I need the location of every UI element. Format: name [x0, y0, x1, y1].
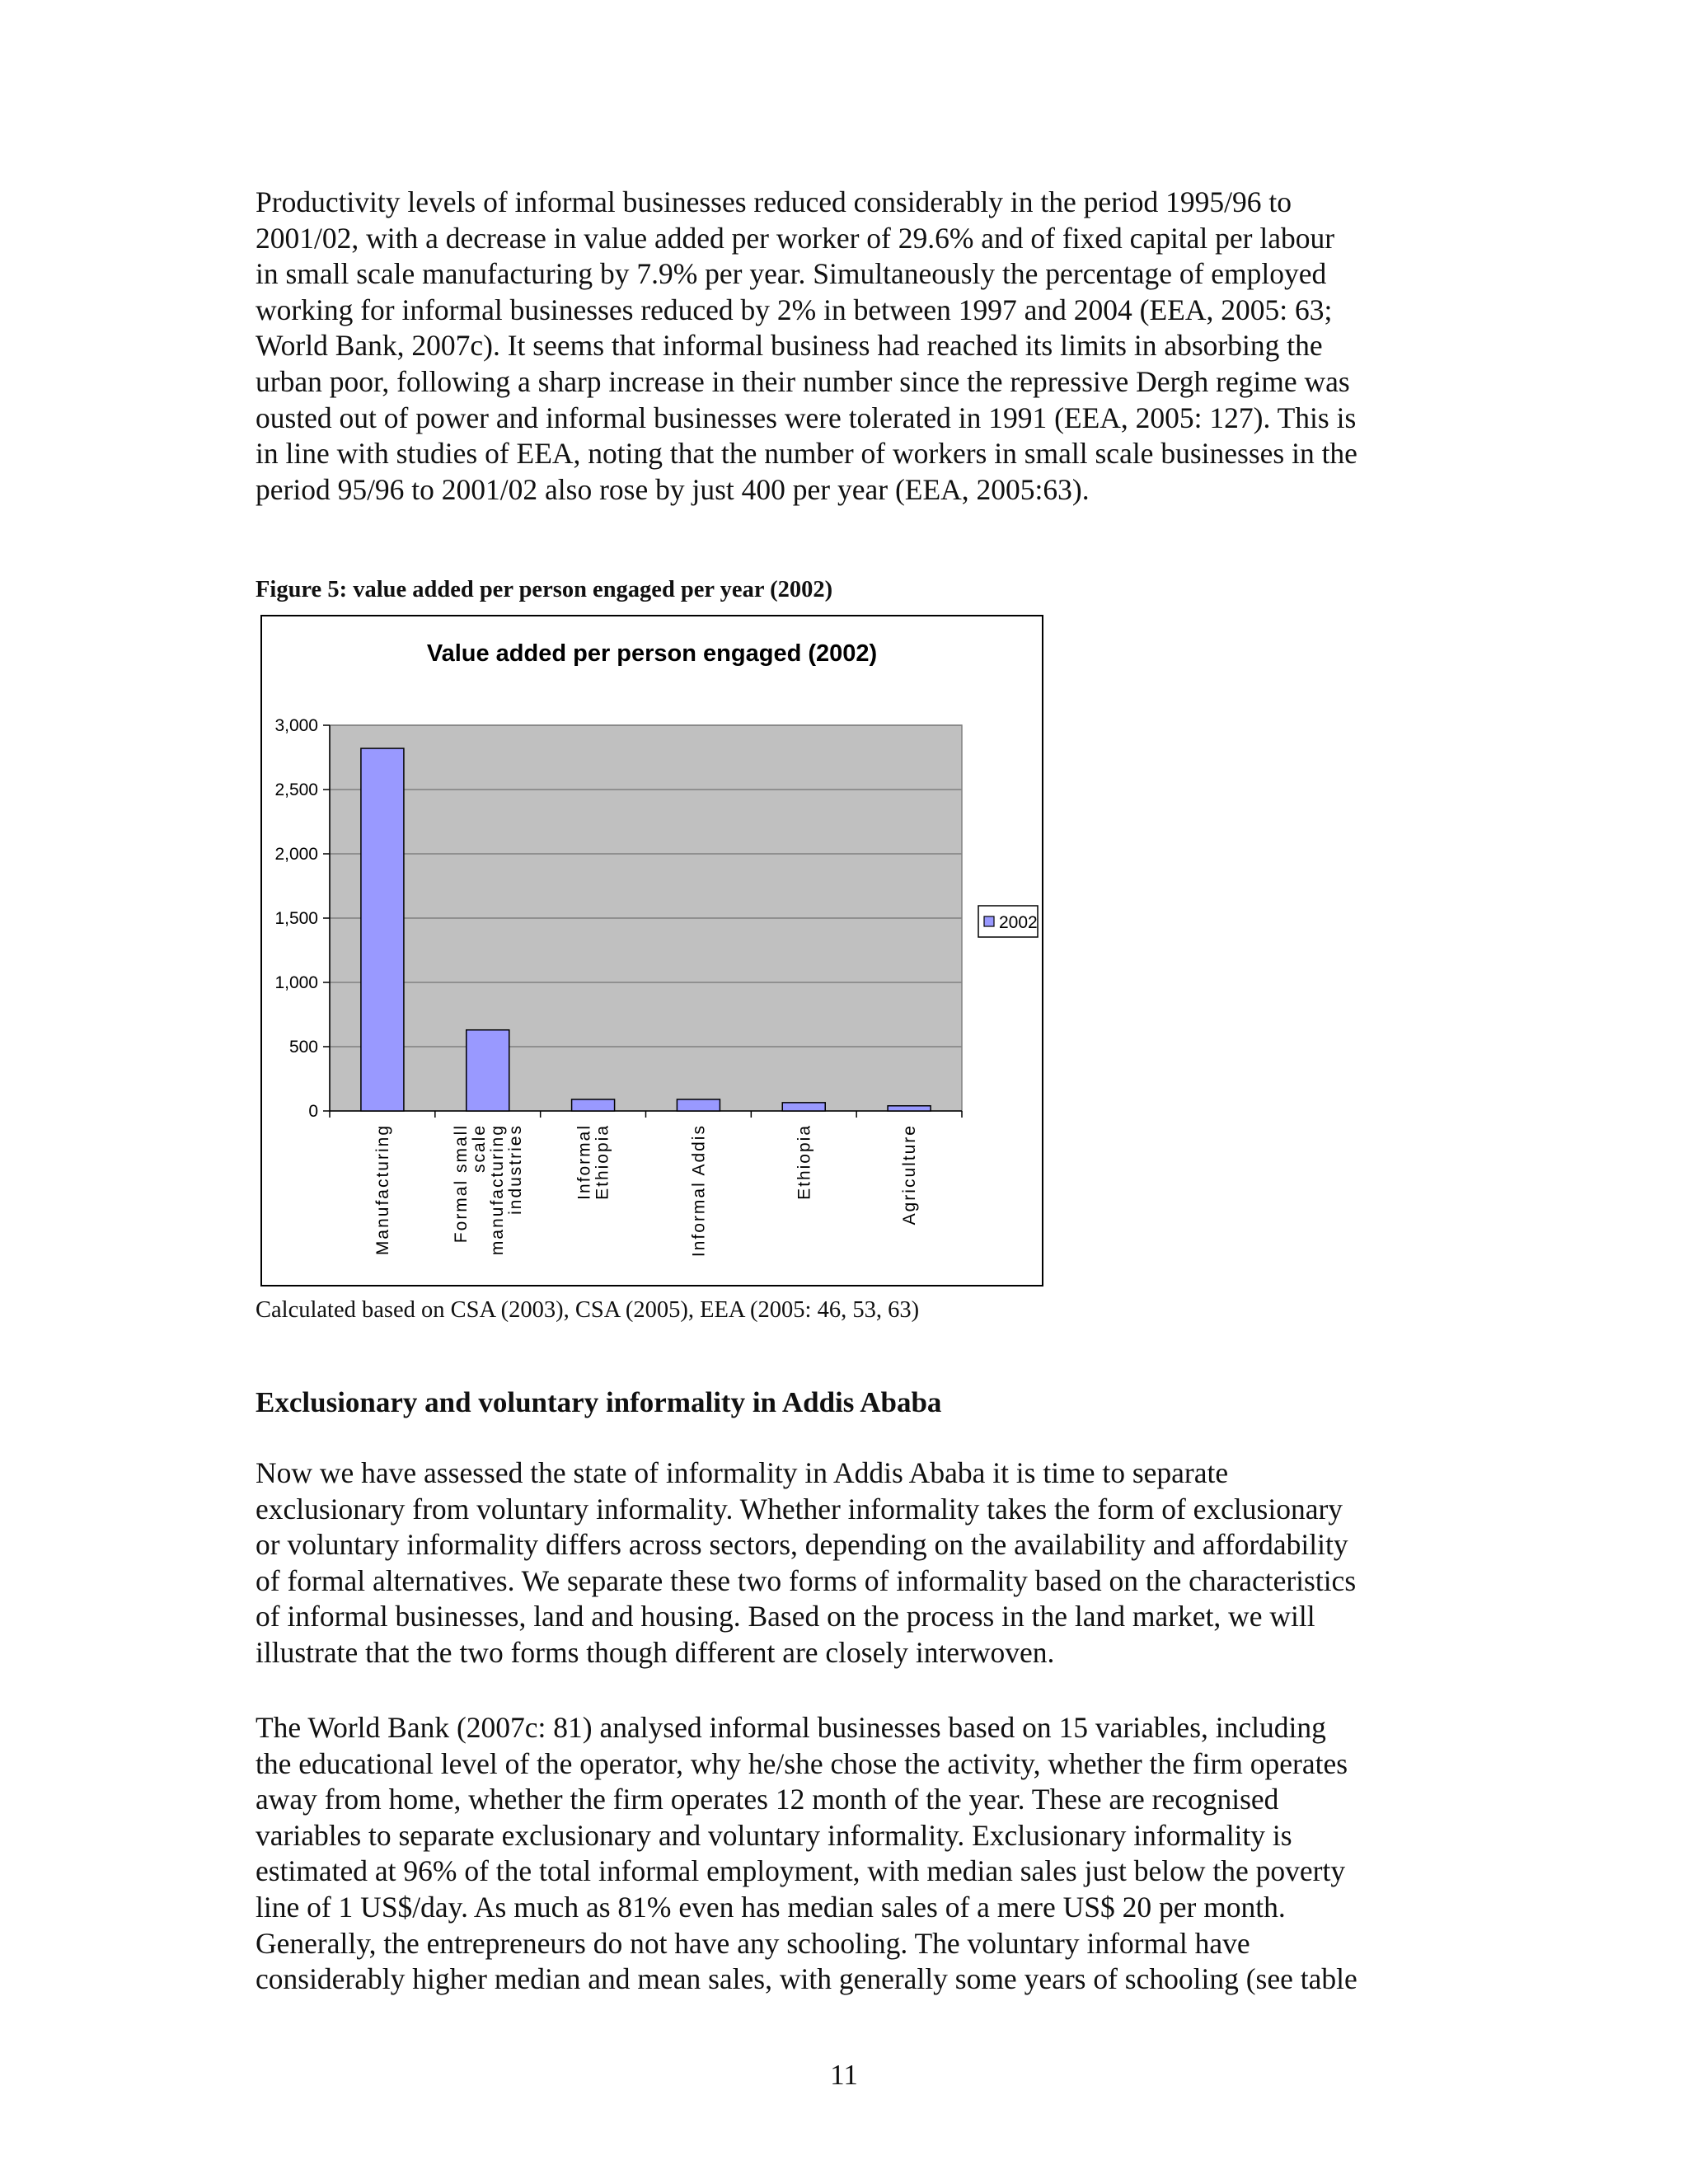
paragraph-line: considerably higher median and mean sales, with generally some years of schooling (see table — [256, 1962, 1357, 1996]
paragraph-line: or voluntary informality differs across sectors, depending on the availability and affordability — [256, 1528, 1348, 1562]
y-tick-label: 500 — [288, 1038, 318, 1057]
y-tick-label: 1,000 — [274, 973, 318, 992]
paragraph-world-bank — [256, 1710, 1451, 1998]
paragraph-line: Generally, the entrepreneurs do not have any schooling. The voluntary informal have — [256, 1926, 1250, 1960]
paragraph-line: in small scale manufacturing by 7.9% per year. Simultaneously the percentage of employed — [256, 257, 1327, 291]
paragraph-line: estimated at 96% of the total informal employment, with median sales just below the poverty — [256, 1854, 1346, 1888]
paragraph-line: ousted out of power and informal businesses were tolerated in 1991 (EEA, 2005: 127). This is — [256, 401, 1357, 434]
x-category-label: industries — [505, 1124, 525, 1215]
bar — [361, 748, 404, 1111]
paragraph-line: in line with studies of EEA, noting that the number of workers in small scale businesses in the — [256, 437, 1357, 471]
paragraph-line: variables to separate exclusionary and voluntary informality. Exclusionary informality is — [256, 1818, 1292, 1852]
bar — [467, 1030, 509, 1111]
x-category-label: Agriculture — [900, 1124, 920, 1226]
x-category-label: Manufacturing — [373, 1124, 392, 1256]
y-tick-label: 2,500 — [274, 780, 318, 799]
paragraph-line: Now we have assessed the state of informality in Addis Ababa it is time to separate — [256, 1456, 1229, 1489]
x-category-label: scale — [469, 1124, 489, 1174]
paragraph-line: of informal businesses, land and housing. Based on the process in the land market, we will — [256, 1600, 1315, 1633]
legend-label: 2002 — [999, 913, 1038, 932]
figure-caption: Figure 5: value added per person engaged per year (2002) — [256, 577, 833, 602]
paragraph-exclusionary-intro — [256, 1455, 1451, 1671]
x-category-label: manufacturing — [487, 1124, 507, 1256]
bar-chart — [260, 615, 1043, 1286]
paragraph-line: The World Bank (2007c: 81) analysed informal businesses based on 15 variables, including — [256, 1711, 1326, 1744]
x-category-label: Ethiopia — [593, 1124, 612, 1200]
y-tick-label: 1,500 — [274, 909, 318, 928]
bar — [677, 1099, 720, 1111]
figure-source-note: Calculated based on CSA (2003), CSA (2005), EEA (2005: 46, 53, 63) — [256, 1297, 920, 1323]
paragraph-line: period 95/96 to 2001/02 also rose by just 400 per year (EEA, 2005:63). — [256, 472, 1090, 506]
x-category-label: Informal — [574, 1124, 594, 1200]
section-heading: Exclusionary and voluntary informality in Addis Ababa — [256, 1386, 942, 1418]
chart-container — [260, 615, 1043, 1286]
y-tick-label: 2,000 — [274, 845, 318, 864]
bar — [888, 1106, 931, 1111]
paragraph-line: the educational level of the operator, why he/she chose the activity, whether the firm operates — [256, 1746, 1348, 1780]
paragraph-line: exclusionary from voluntary informality. Whether informality takes the form of exclusionary — [256, 1492, 1343, 1526]
paragraph-line: World Bank, 2007c). It seems that informal business had reached its limits in absorbing the — [256, 329, 1323, 363]
paragraph-line: line of 1 US$/day. As much as 81% even has median sales of a mere US$ 20 per month. — [256, 1890, 1286, 1924]
x-category-label: Informal Addis — [689, 1124, 709, 1258]
x-category-label: Formal small — [451, 1124, 471, 1244]
paragraph-line: 2001/02, with a decrease in value added per worker of 29.6% and of fixed capital per labour — [256, 221, 1335, 255]
legend-swatch — [984, 916, 994, 926]
bar — [572, 1099, 615, 1111]
paragraph-line: urban poor, following a sharp increase in their number since the repressive Dergh regime was — [256, 364, 1350, 398]
bar — [782, 1103, 825, 1111]
paragraph-line: of formal alternatives. We separate these two forms of informality based on the characteristics — [256, 1563, 1357, 1597]
paragraph-line: illustrate that the two forms though different are closely interwoven. — [256, 1635, 1055, 1669]
page-number: 11 — [830, 2059, 858, 2091]
paragraph-line: Productivity levels of informal businesses reduced considerably in the period 1995/96 to — [256, 185, 1292, 218]
y-tick-label: 3,000 — [274, 716, 318, 735]
x-category-label: Ethiopia — [795, 1124, 814, 1200]
y-tick-label: 0 — [308, 1102, 318, 1121]
paragraph-productivity — [256, 185, 1451, 508]
chart-title: Value added per person engaged (2002) — [426, 640, 878, 667]
paragraph-line: away from home, whether the firm operates 12 month of the year. These are recognised — [256, 1783, 1279, 1816]
paragraph-line: working for informal businesses reduced by 2% in between 1997 and 2004 (EEA, 2005: 63; — [256, 293, 1333, 326]
